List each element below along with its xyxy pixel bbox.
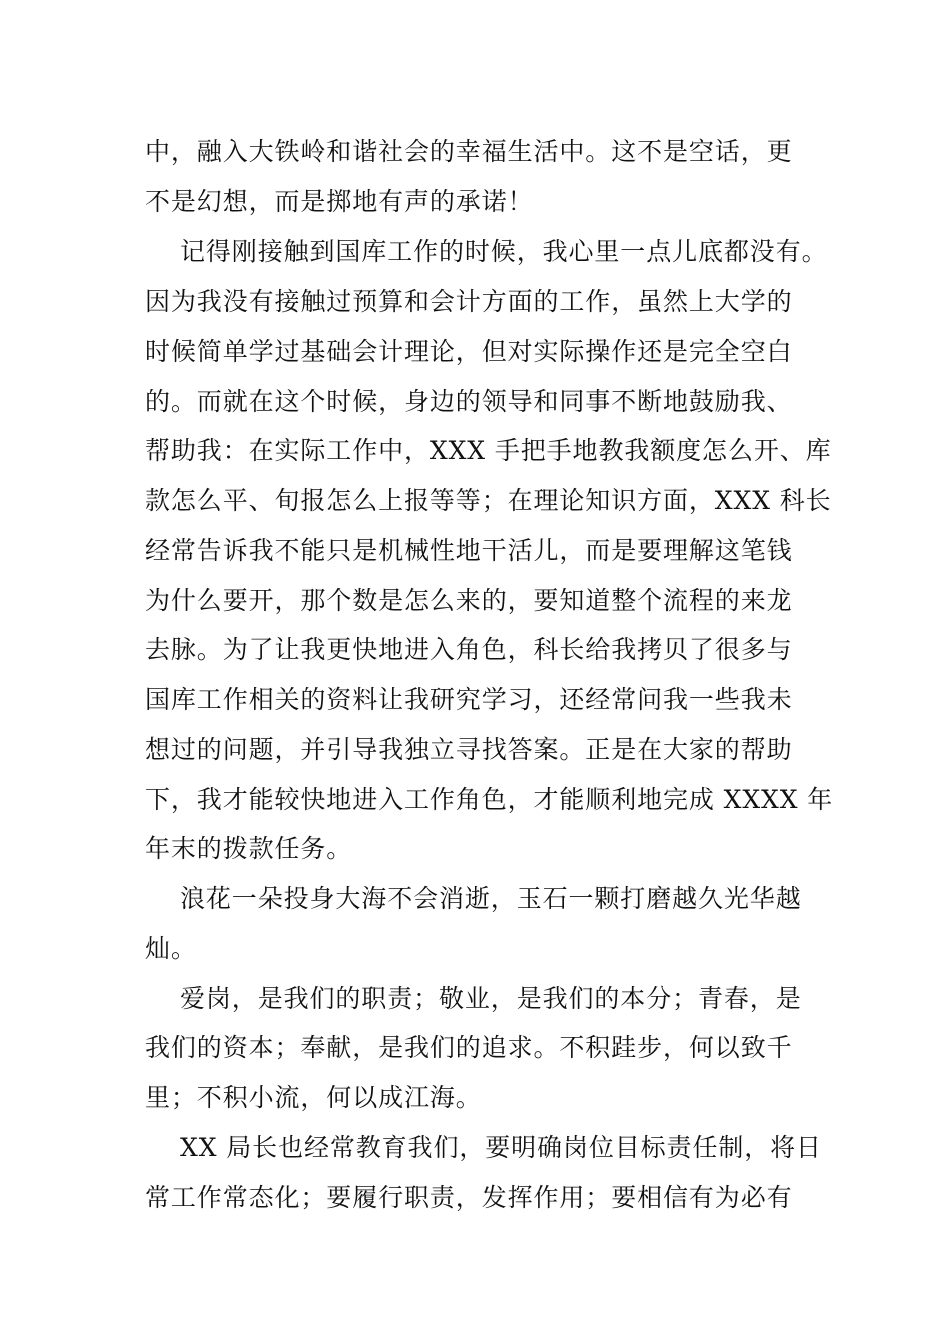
text-line-11: 去脉。为了让我更快地进入角色，科长给我拷贝了很多与 (145, 635, 793, 664)
text-line-21: XX 局长也经常教育我们，要明确岗位目标责任制，将日 (180, 1133, 822, 1162)
text-line-15: 年末的拨款任务。 (145, 834, 353, 863)
text-line-9: 经常告诉我不能只是机械性地干活儿，而是要理解这笔钱 (145, 536, 793, 565)
text-line-13: 想过的问题，并引导我独立寻找答案。正是在大家的帮助 (145, 735, 793, 764)
text-line-10: 为什么要开，那个数是怎么来的，要知道整个流程的来龙 (145, 586, 793, 615)
text-line-1: 中，融入大铁岭和谐社会的幸福生活中。这不是空话，更 (145, 137, 793, 166)
text-line-18: 爱岗，是我们的职责；敬业，是我们的本分；青春，是 (180, 984, 802, 1013)
text-line-4: 因为我没有接触过预算和会计方面的工作，虽然上大学的 (145, 287, 793, 316)
text-line-3: 记得刚接触到国库工作的时候，我心里一点儿底都没有。 (180, 237, 828, 266)
text-line-16: 浪花一朵投身大海不会消逝，玉石一颗打磨越久光华越 (180, 884, 802, 913)
text-line-5: 时候简单学过基础会计理论，但对实际操作还是完全空白 (145, 337, 793, 366)
text-line-14: 下，我才能较快地进入工作角色，才能顺利地完成 XXXX 年 (145, 785, 834, 814)
text-line-12: 国库工作相关的资料让我研究学习，还经常问我一些我未 (145, 685, 793, 714)
text-line-6: 的。而就在这个时候，身边的领导和同事不断地鼓励我、 (145, 387, 793, 416)
text-line-17: 灿。 (145, 934, 197, 963)
text-line-7: 帮助我：在实际工作中，XXX 手把手地教我额度怎么开、库 (145, 436, 832, 465)
text-line-2: 不是幻想，而是掷地有声的承诺！ (145, 187, 534, 216)
text-line-22: 常工作常态化；要履行职责，发挥作用；要相信有为必有 (145, 1183, 793, 1212)
text-line-20: 里；不积小流，何以成江海。 (145, 1083, 482, 1112)
text-line-8: 款怎么平、旬报怎么上报等等；在理论知识方面，XXX 科长 (145, 486, 832, 515)
text-line-19: 我们的资本；奉献，是我们的追求。不积跬步，何以致千 (145, 1033, 793, 1062)
